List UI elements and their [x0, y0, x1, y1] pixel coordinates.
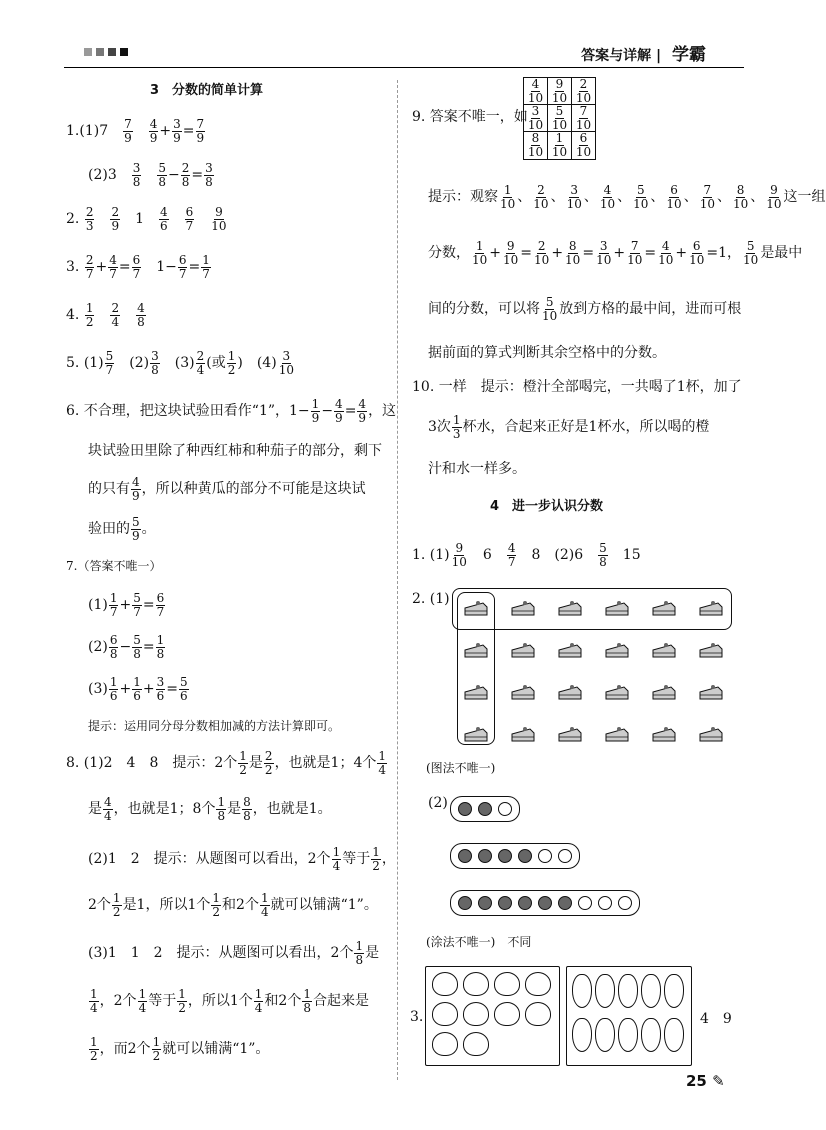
grid-cell: $\frac{2}{10}$: [572, 78, 596, 105]
q8-1a: 8. (1)2 4 8 提示：2个 $\frac{1}{2}$ 是 $\frac{2}{2}$ ，也就是1；4个 $\frac{1}{4}$: [66, 749, 387, 777]
pear-icon: [641, 974, 661, 1008]
cake-icon: [604, 599, 630, 617]
grid-cell: $\frac{9}{10}$: [548, 78, 572, 105]
q6-line2: 块试验田里除了种西红柿和种茄子的部分，剩下: [88, 443, 382, 459]
r3-label: 3.: [410, 1009, 424, 1025]
cake-icon: [604, 725, 630, 743]
peach-icon: [494, 1002, 520, 1026]
cake-icon: [651, 683, 677, 701]
peach-icon: [525, 972, 551, 996]
dot-row-2: [450, 843, 580, 869]
cake-icon: [557, 725, 583, 743]
cake-icon: [604, 683, 630, 701]
cake-icon: [463, 725, 489, 743]
q10-line1: 10. 一样 提示：橙汁全部喝完，一共喝了1杯，加了: [412, 379, 742, 395]
q2: 2. $\frac{2}{3}$ $\frac{2}{9}$ 1 $\frac{4}{6}$ $\frac{6}{7}$ $\frac{9}{10}$: [66, 205, 227, 233]
peach-icon: [463, 1002, 489, 1026]
q8-1b: 是 $\frac{4}{4}$ ，也就是1；8个 $\frac{1}{8}$ 是 $\frac{8}{8}$ ，也就是1。: [88, 795, 332, 823]
pear-icon: [618, 974, 638, 1008]
pear-icon: [595, 1018, 615, 1052]
grid-cell: $\frac{5}{10}$: [548, 105, 572, 132]
tip9-line3: 间的分数，可以将 $\frac{5}{10}$ 放到方格的最中间，进而可根: [428, 295, 742, 323]
cake-icon: [698, 725, 724, 743]
cake-icon: [510, 599, 536, 617]
peach-icon: [432, 1032, 458, 1056]
q7-2: (2) $\frac{6}{8}$ − $\frac{5}{8}$ = $\frac{1}{8}$: [88, 633, 165, 661]
r2-2-label: (2): [428, 795, 448, 811]
peach-icon: [463, 1032, 489, 1056]
header-square: [120, 48, 128, 56]
pear-icon: [572, 974, 592, 1008]
q7-tip: 提示：运用同分母分数相加减的方法计算即可。: [88, 719, 341, 733]
cake-icon: [557, 641, 583, 659]
grid-cell: $\frac{6}{10}$: [572, 132, 596, 159]
pear-icon: [664, 974, 684, 1008]
magic-square: [523, 77, 596, 160]
grid-cell: $\frac{3}{10}$: [524, 105, 548, 132]
q7-1: (1) $\frac{1}{7}$ + $\frac{5}{7}$ = $\frac{6}{7}$: [88, 591, 165, 619]
tip9-line2: 分数， $\frac{1}{10}$ + $\frac{9}{10}$ = $\frac{2}{10}$ + $\frac{8}{10}$ = $\frac{3}{10}$ + $\frac{7}{10}$ = $\frac{4}{10}$ + $\frac{6}{10}$ =1， $\frac{5}{10}$ 是最中: [428, 239, 803, 267]
header-bar: [64, 38, 744, 68]
q1-2: (2)3 $\frac{3}{8}$ $\frac{5}{8}$ − $\frac{2}{8}$ = $\frac{3}{8}$: [88, 161, 213, 189]
r1: 1. (1) $\frac{9}{10}$ 6 $\frac{4}{7}$ 8 (2)6 $\frac{5}{8}$ 15: [412, 541, 641, 569]
cake-icon: [510, 641, 536, 659]
q6-line3: 的只有 $\frac{4}{9}$ ，所以种黄瓜的部分不可能是这块试: [88, 475, 366, 503]
q8-2a: (2)1 2 提示：从题图可以看出，2个 $\frac{1}{4}$ 等于 $\frac{1}{2}$ ，: [88, 845, 396, 873]
page-number: 25 ✎: [686, 1072, 725, 1090]
peach-icon: [432, 1002, 458, 1026]
cake-icon: [698, 641, 724, 659]
cake-icon: [463, 683, 489, 701]
r2-note: (图法不唯一): [426, 761, 496, 775]
q8-3b: $\frac{1}{4}$ ，2个 $\frac{1}{4}$ 等于 $\frac{1}{2}$ ，所以1个 $\frac{1}{4}$ 和2个 $\frac{1}{8}$ 合起来是: [90, 987, 369, 1015]
peach-icon: [525, 1002, 551, 1026]
pear-icon: [572, 1018, 592, 1052]
peach-icon: [463, 972, 489, 996]
q10-line2: 3次 $\frac{1}{3}$ 杯水，合起来正好是1杯水，所以喝的橙: [428, 413, 710, 441]
grid-cell: $\frac{1}{10}$: [548, 132, 572, 159]
header-title: 答案与详解 | 学霸: [581, 45, 706, 65]
cake-icon: [463, 641, 489, 659]
cake-icon: [651, 599, 677, 617]
dot-row-1: [450, 796, 520, 822]
q8-2b: 2个 $\frac{1}{2}$ 是1，所以1个 $\frac{1}{2}$ 和2个 $\frac{1}{4}$ 就可以铺满“1”。: [88, 891, 378, 919]
peach-icon: [432, 972, 458, 996]
q10-line3: 汁和水一样多。: [428, 461, 526, 477]
q4: 4. $\frac{1}{2}$ $\frac{2}{4}$ $\frac{4}{8}$: [66, 301, 145, 329]
q6-line4: 验田的 $\frac{5}{9}$ 。: [88, 515, 156, 543]
grid-cell: $\frac{7}{10}$: [572, 105, 596, 132]
tip9-line4: 据前面的算式判断其余空格中的分数。: [428, 345, 666, 361]
q8-3c: $\frac{1}{2}$ ，而2个 $\frac{1}{2}$ 就可以铺满“1”。: [90, 1035, 270, 1063]
cake-icon: [698, 683, 724, 701]
r2-label: 2. (1): [412, 591, 450, 607]
q7-3: (3) $\frac{1}{6}$ + $\frac{1}{6}$ + $\frac{3}{6}$ = $\frac{5}{6}$: [88, 675, 188, 703]
pear-icon: [595, 974, 615, 1008]
cake-icon: [463, 599, 489, 617]
q3: 3. $\frac{2}{7}$ + $\frac{4}{7}$ = $\frac{6}{7}$ 1− $\frac{6}{7}$ = $\frac{1}{7}$: [66, 253, 210, 281]
header-square: [84, 48, 92, 56]
cake-icon: [604, 641, 630, 659]
pear-icon: [664, 1018, 684, 1052]
dot-row-3: [450, 890, 640, 916]
section-title-3: 3 分数的简单计算: [150, 83, 264, 98]
q9: 9. 答案不唯一，如: [412, 109, 528, 125]
cake-icon: [510, 683, 536, 701]
cake-icon: [698, 599, 724, 617]
header-square: [96, 48, 104, 56]
q1: 1.(1)7 $\frac{7}{9}$ $\frac{4}{9}$ + $\frac{3}{9}$ = $\frac{7}{9}$: [66, 117, 205, 145]
column-divider: [397, 80, 398, 1080]
tip9-line1: 提示：观察 $\frac{1}{10}$ 、 $\frac{2}{10}$ 、 $\frac{3}{10}$ 、 $\frac{4}{10}$ 、 $\frac{5}{10}$ 、 $\frac{6}{10}$ 、 $\frac{7}{10}$ 、 $\frac{8}{10}$ 、 $\frac{9}{10}$ 这一组: [428, 183, 826, 211]
grid-cell: $\frac{4}{10}$: [524, 78, 548, 105]
q6-line1: 6. 不合理，把这块试验田看作“1”，1− $\frac{1}{9}$ − $\frac{4}{9}$ = $\frac{4}{9}$ ，这: [66, 397, 397, 425]
pear-icon: [641, 1018, 661, 1052]
header-square: [108, 48, 116, 56]
cake-icon: [557, 683, 583, 701]
q7: 7.（答案不唯一）: [66, 559, 162, 573]
cake-icon: [651, 641, 677, 659]
pear-icon: [618, 1018, 638, 1052]
cake-icon: [651, 725, 677, 743]
section-title-4: 4 进一步认识分数: [490, 499, 604, 514]
cake-icon: [557, 599, 583, 617]
q8-3a: (3)1 1 2 提示：从题图可以看出，2个 $\frac{1}{8}$ 是: [88, 939, 380, 967]
r2-note2: (涂法不唯一) 不同: [426, 935, 532, 949]
q5: 5. (1) $\frac{5}{7}$ (2) $\frac{3}{8}$ (3) $\frac{2}{4}$ (或 $\frac{1}{2}$ ) (4) $\frac{3}{10}$: [66, 349, 294, 377]
r3-answer: 4 9: [700, 1011, 732, 1027]
cake-icon: [510, 725, 536, 743]
peach-icon: [494, 972, 520, 996]
grid-cell: $\frac{8}{10}$: [524, 132, 548, 159]
